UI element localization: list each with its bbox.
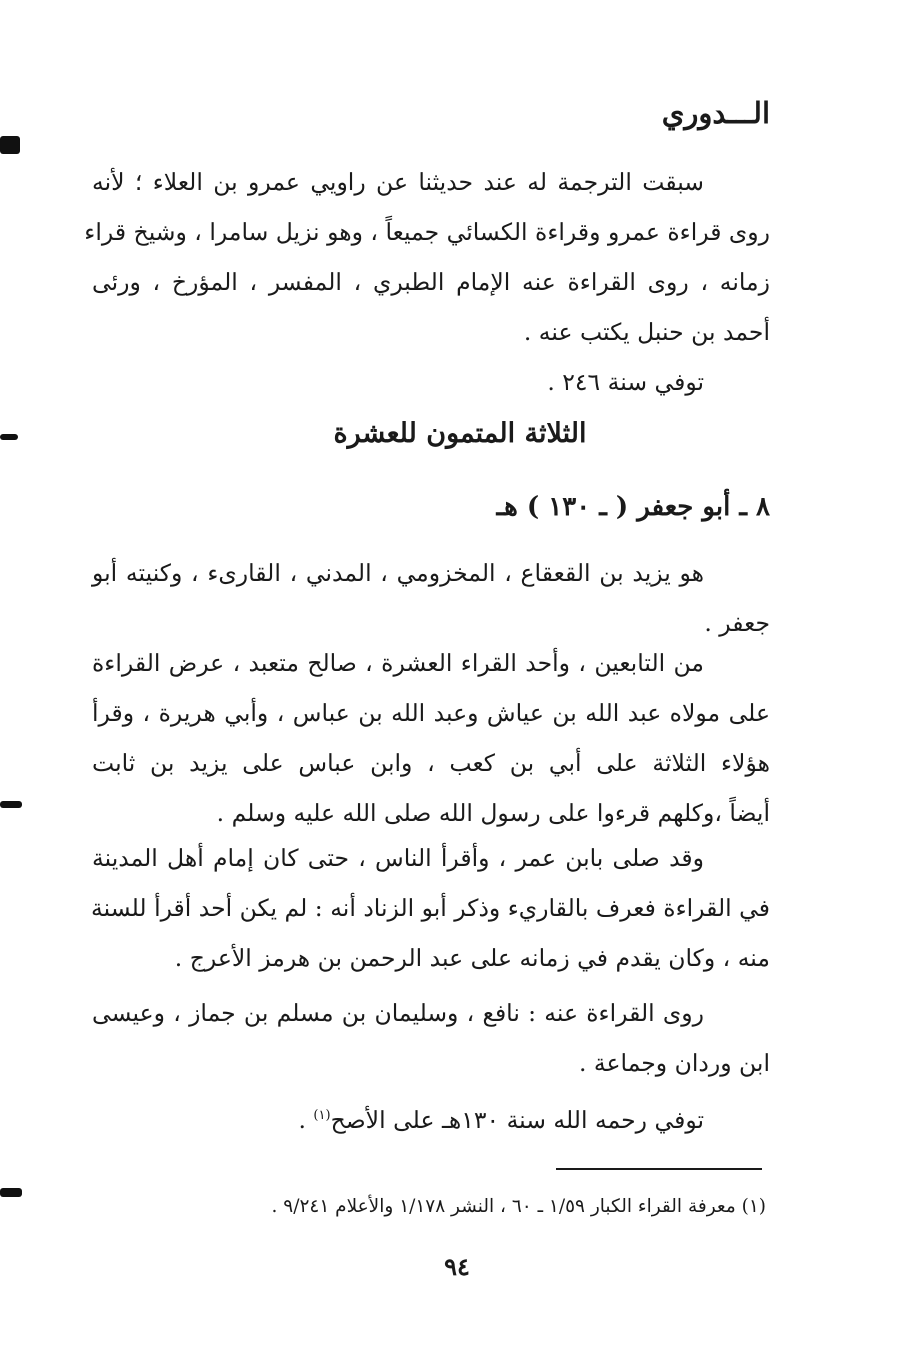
section-title: الثلاثة المتمون للعشرة xyxy=(333,418,587,449)
footnote: (١) معرفة القراء الكبار ١/٥٩ ـ ٦٠ ، النشر ١/١٧٨ والأعلام ٩/٢٤١ . xyxy=(271,1196,766,1217)
text-line: سبقت الترجمة له عند حديثنا عن راويي عمرو بن العلاء ؛ لأنه xyxy=(92,168,704,196)
text-line: على مولاه عبد الله بن عياش وعبد الله بن عباس ، وأبي هريرة ، وقرأ xyxy=(92,699,770,727)
text-line: هؤلاء الثلاثة على أبي بن كعب ، وابن عباس على يزيد بن ثابت xyxy=(92,749,770,777)
text-line: في القراءة فعرف بالقاريء وذكر أبو الزناد أنه : لم يكن أحد أقرأ للسنة xyxy=(91,894,770,922)
text-line: جعفر . xyxy=(704,609,770,637)
text-line: روى قراءة عمرو وقراءة الكسائي جميعاً ، وهو نزيل سامرا ، وشيخ قراء xyxy=(84,218,770,246)
page-number: ٩٤ xyxy=(444,1252,470,1281)
text-line xyxy=(92,1095,770,1145)
sentence-end: . xyxy=(298,1106,314,1134)
intro-paragraph xyxy=(84,157,770,407)
text-line: من التابعين ، وأحد القراء العشرة ، صالح متعبد ، عرض القراءة xyxy=(92,649,704,677)
text-line: هو يزيد بن القعقاع ، المخزومي ، المدني ، القارىء ، وكنيته أبو xyxy=(92,559,704,587)
entry-paragraph-4 xyxy=(92,988,770,1088)
scan-mark xyxy=(0,136,20,154)
running-header: الـــدوري xyxy=(661,96,770,130)
text-line: أحمد بن حنبل يكتب عنه . xyxy=(523,318,770,346)
text-line: روى القراءة عنه : نافع ، وسليمان بن مسلم بن جماز ، وعيسى xyxy=(92,999,704,1027)
text-line: منه ، وكان يقدم في زمانه على عبد الرحمن بن هرمز الأعرج . xyxy=(174,944,770,972)
entry-paragraph-5 xyxy=(92,1095,770,1145)
death-text: توفي رحمه الله سنة ١٣٠هـ على الأصح xyxy=(330,1106,704,1134)
entry-paragraph-2 xyxy=(92,638,770,838)
death-line: توفي سنة ٢٤٦ . xyxy=(547,368,704,396)
scan-mark xyxy=(0,1188,22,1197)
scan-mark xyxy=(0,801,22,808)
text-line: وقد صلى بابن عمر ، وأقرأ الناس ، حتى كان إمام أهل المدينة xyxy=(92,844,704,872)
text-line: أيضاً ،وكلهم قرءوا على رسول الله صلى الله عليه وسلم . xyxy=(216,799,770,827)
footnote-divider xyxy=(556,1168,762,1170)
entry-paragraph-1 xyxy=(92,548,770,648)
footnote-marker: (١) xyxy=(313,1108,331,1124)
entry-paragraph-3 xyxy=(92,833,770,983)
entry-heading: ٨ ـ أبو جعفر ( ـ ١٣٠ ) هـ xyxy=(496,492,770,522)
text-line: زمانه ، روى القراءة عنه الإمام الطبري ، المفسر ، المؤرخ ، ورئى xyxy=(92,268,770,296)
text-line: ابن وردان وجماعة . xyxy=(578,1049,770,1077)
